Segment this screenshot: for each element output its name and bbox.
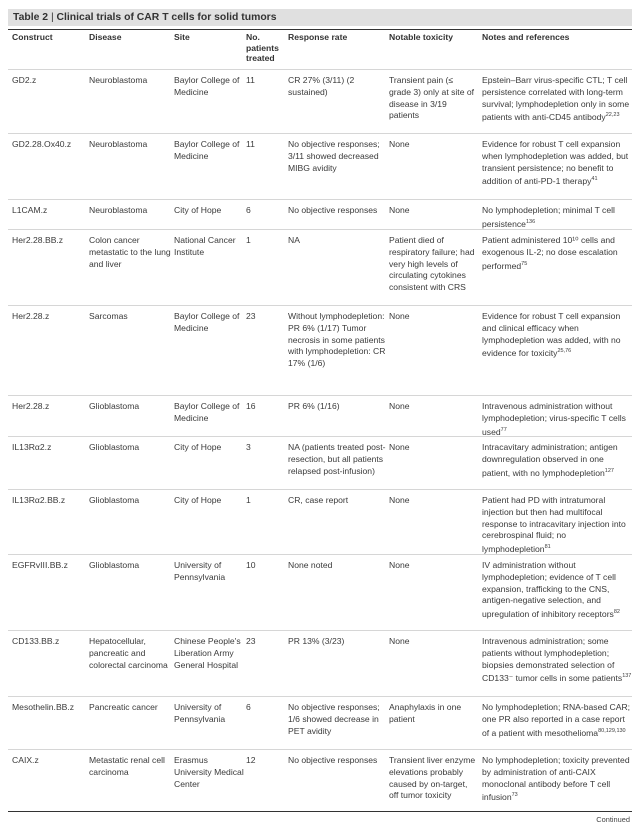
notes-text: Patient administered 10¹⁰ cells and exogenous IL-2; no dose escalation performed bbox=[482, 235, 618, 271]
notes-text: Evidence for robust T cell expansion and clinical efficacy when lymphodepletion was added, with no evidence for toxicity bbox=[482, 311, 621, 359]
notes-cell bbox=[482, 139, 632, 188]
response-cell: PR 13% (3/23) bbox=[288, 636, 345, 646]
reference-superscript: 75 bbox=[521, 260, 528, 267]
disease-cell: Neuroblastoma bbox=[89, 139, 148, 149]
response-cell: Without lymphodepletion: PR 6% (1/17) Tumor necrosis in some patients with lymphodepletion: CR 17% (1/6) bbox=[288, 311, 386, 369]
construct-cell: CD133.BB.z bbox=[12, 636, 60, 646]
table-row bbox=[8, 554, 632, 631]
header-disease: Disease bbox=[89, 32, 122, 42]
notes-cell bbox=[482, 205, 632, 230]
patients-cell: 6 bbox=[246, 205, 251, 215]
patients-cell: 1 bbox=[246, 495, 251, 505]
response-cell: CR 27% (3/11) (2 sustained) bbox=[288, 75, 355, 97]
site-cell: National Cancer Institute bbox=[174, 235, 236, 257]
response-cell: No objective responses bbox=[288, 205, 378, 215]
patients-cell: 16 bbox=[246, 401, 256, 411]
construct-cell: Her2.28.BB.z bbox=[12, 235, 64, 245]
site-cell: City of Hope bbox=[174, 495, 222, 505]
table-row bbox=[8, 696, 632, 750]
notes-cell bbox=[482, 401, 632, 438]
disease-cell: Colon cancer metastatic to the lung and liver bbox=[89, 235, 171, 269]
notes-text: Evidence for robust T cell expansion when lymphodepletion was added, but transient persistence; no benefit to addition of anti-PD-1 therapy bbox=[482, 139, 629, 187]
disease-cell: Glioblastoma bbox=[89, 560, 140, 570]
table-title: Clinical trials of CAR T cells for solid tumors bbox=[56, 12, 277, 23]
construct-cell: Mesothelin.BB.z bbox=[12, 702, 75, 712]
table-row bbox=[8, 489, 632, 555]
patients-cell: 12 bbox=[246, 755, 256, 765]
notes-text: No lymphodepletion; RNA-based CAR; one PR also reported in a case report of a patient with mesothelioma bbox=[482, 702, 631, 738]
table-row bbox=[8, 133, 632, 200]
disease-cell: Neuroblastoma bbox=[89, 205, 148, 215]
disease-cell: Neuroblastoma bbox=[89, 75, 148, 85]
notes-cell bbox=[482, 560, 632, 621]
construct-cell: IL13Rα2.z bbox=[12, 442, 52, 452]
reference-superscript: 77 bbox=[500, 426, 507, 433]
table-label: Table 2 bbox=[13, 12, 49, 23]
header-toxicity: Notable toxicity bbox=[389, 32, 453, 42]
notes-cell bbox=[482, 636, 632, 685]
header-construct: Construct bbox=[12, 32, 53, 42]
response-cell: NA bbox=[288, 235, 300, 245]
table-row bbox=[8, 749, 632, 812]
toxicity-cell: None bbox=[389, 636, 410, 646]
notes-text: Intracavitary administration; antigen downregulation observed in one patient, with no lymphodepletion bbox=[482, 442, 618, 478]
notes-text: No lymphodepletion; minimal T cell persistence bbox=[482, 205, 615, 229]
notes-text: Intravenous administration; some patients without lymphodepletion; biopsies demonstrated selection of CD133⁻ tumor cells in some patients bbox=[482, 636, 623, 684]
header-notes: Notes and references bbox=[482, 32, 570, 42]
toxicity-cell: Patient died of respiratory failure; had very high levels of circulating cytokines consistent with CRS bbox=[389, 235, 475, 293]
reference-superscript: 41 bbox=[591, 176, 598, 183]
notes-cell bbox=[482, 311, 632, 360]
toxicity-cell: None bbox=[389, 311, 410, 321]
patients-cell: 11 bbox=[246, 139, 255, 149]
response-cell: PR 6% (1/16) bbox=[288, 401, 340, 411]
reference-superscript: 73 bbox=[511, 792, 518, 799]
site-cell: Baylor College of Medicine bbox=[174, 139, 240, 161]
table-row bbox=[8, 630, 632, 697]
table-row bbox=[8, 199, 632, 230]
patients-cell: 23 bbox=[246, 636, 256, 646]
site-cell: Baylor College of Medicine bbox=[174, 75, 240, 97]
notes-cell bbox=[482, 75, 632, 124]
disease-cell: Hepatocellular, pancreatic and colorectal carcinoma bbox=[89, 636, 168, 670]
patients-cell: 6 bbox=[246, 702, 251, 712]
notes-text: No lymphodepletion; toxicity prevented by administration of anti-CAIX monoclonal antibody before T cell infusion bbox=[482, 755, 630, 803]
toxicity-cell: None bbox=[389, 442, 410, 452]
notes-cell bbox=[482, 755, 632, 804]
toxicity-cell: None bbox=[389, 139, 410, 149]
construct-cell: IL13Rα2.BB.z bbox=[12, 495, 66, 505]
notes-text: Epstein–Barr virus-specific CTL; T cell persistence correlated with long-term survival; lymphodepletion only in some patients with anti-CD45 antibody bbox=[482, 75, 630, 123]
reference-superscript: 80,129,130 bbox=[598, 727, 626, 734]
disease-cell: Sarcomas bbox=[89, 311, 128, 321]
construct-cell: Her2.28.z bbox=[12, 401, 50, 411]
site-cell: Baylor College of Medicine bbox=[174, 311, 240, 333]
reference-superscript: 22,23 bbox=[605, 112, 620, 119]
reference-superscript: 25,76 bbox=[557, 348, 572, 355]
toxicity-cell: None bbox=[389, 495, 410, 505]
notes-cell bbox=[482, 495, 632, 556]
site-cell: Chinese People's Liberation Army General Hospital bbox=[174, 636, 241, 670]
toxicity-cell: None bbox=[389, 560, 410, 570]
table-row bbox=[8, 69, 632, 134]
patients-cell: 3 bbox=[246, 442, 251, 452]
notes-text: IV administration without lymphodepletion; evidence of T cell expansion, trafficking to the CNS, antigen-negative selection, and upregulation of inhibitory receptors bbox=[482, 560, 616, 620]
notes-text: Intravenous administration without lymphodepletion; virus-specific T cells used bbox=[482, 401, 626, 437]
toxicity-cell: Transient pain (≤ grade 3) only at site of disease in 3/19 patients bbox=[389, 75, 475, 121]
construct-cell: CAIX.z bbox=[12, 755, 39, 765]
construct-cell: Her2.28.z bbox=[12, 311, 50, 321]
disease-cell: Glioblastoma bbox=[89, 401, 140, 411]
notes-text: Patient had PD with intratumoral injection but then had multifocal response to intracavitary injection into cerebrospinal fluid; no lymphodepletion bbox=[482, 495, 626, 555]
table-row bbox=[8, 395, 632, 437]
table-header bbox=[8, 32, 632, 68]
table-title-bar bbox=[8, 9, 632, 26]
site-cell: University of Pennsylvania bbox=[174, 702, 226, 724]
construct-cell: GD2.z bbox=[12, 75, 37, 85]
disease-cell: Pancreatic cancer bbox=[89, 702, 158, 712]
reference-superscript: 136 bbox=[525, 218, 536, 225]
reference-superscript: 81 bbox=[544, 544, 551, 551]
top-rule bbox=[8, 29, 632, 30]
toxicity-cell: Transient liver enzyme elevations probably caused by on-target, off tumor toxicity bbox=[389, 755, 476, 801]
header-site: Site bbox=[174, 32, 190, 42]
construct-cell: EGFRvIII.BB.z bbox=[12, 560, 68, 570]
response-cell: NA (patients treated post-resection, but all patients relapsed post-infusion) bbox=[288, 442, 386, 476]
header-response: Response rate bbox=[288, 32, 348, 42]
table-row bbox=[8, 436, 632, 490]
disease-cell: Glioblastoma bbox=[89, 442, 140, 452]
reference-superscript: 137 bbox=[622, 673, 632, 680]
header-patients: No. patients treated bbox=[246, 32, 279, 63]
toxicity-cell: Anaphylaxis in one patient bbox=[389, 702, 462, 724]
reference-superscript: 82 bbox=[613, 609, 620, 616]
toxicity-cell: None bbox=[389, 401, 410, 411]
patients-cell: 11 bbox=[246, 75, 255, 85]
notes-cell bbox=[482, 442, 632, 479]
response-cell: None noted bbox=[288, 560, 333, 570]
reference-superscript: 127 bbox=[604, 467, 614, 474]
site-cell: City of Hope bbox=[174, 442, 222, 452]
site-cell: University of Pennsylvania bbox=[174, 560, 226, 582]
title-separator: | bbox=[50, 12, 57, 23]
response-cell: No objective responses; 1/6 showed decrease in PET avidity bbox=[288, 702, 380, 736]
notes-cell bbox=[482, 702, 632, 739]
response-cell: No objective responses bbox=[288, 755, 378, 765]
construct-cell: L1CAM.z bbox=[12, 205, 48, 215]
patients-cell: 1 bbox=[246, 235, 251, 245]
site-cell: City of Hope bbox=[174, 205, 222, 215]
table-row bbox=[8, 229, 632, 306]
site-cell: Baylor College of Medicine bbox=[174, 401, 240, 423]
patients-cell: 23 bbox=[246, 311, 256, 321]
patients-cell: 10 bbox=[246, 560, 256, 570]
toxicity-cell: None bbox=[389, 205, 410, 215]
response-cell: CR, case report bbox=[288, 495, 349, 505]
bottom-rule bbox=[8, 811, 632, 812]
response-cell: No objective responses; 3/11 showed decreased MIBG avidity bbox=[288, 139, 380, 173]
site-cell: Erasmus University Medical Center bbox=[174, 755, 244, 789]
disease-cell: Glioblastoma bbox=[89, 495, 140, 505]
table-row bbox=[8, 305, 632, 396]
notes-cell bbox=[482, 235, 632, 272]
construct-cell: GD2.28.Ox40.z bbox=[12, 139, 72, 149]
continued-label: Continued bbox=[596, 815, 630, 824]
disease-cell: Metastatic renal cell carcinoma bbox=[89, 755, 165, 777]
